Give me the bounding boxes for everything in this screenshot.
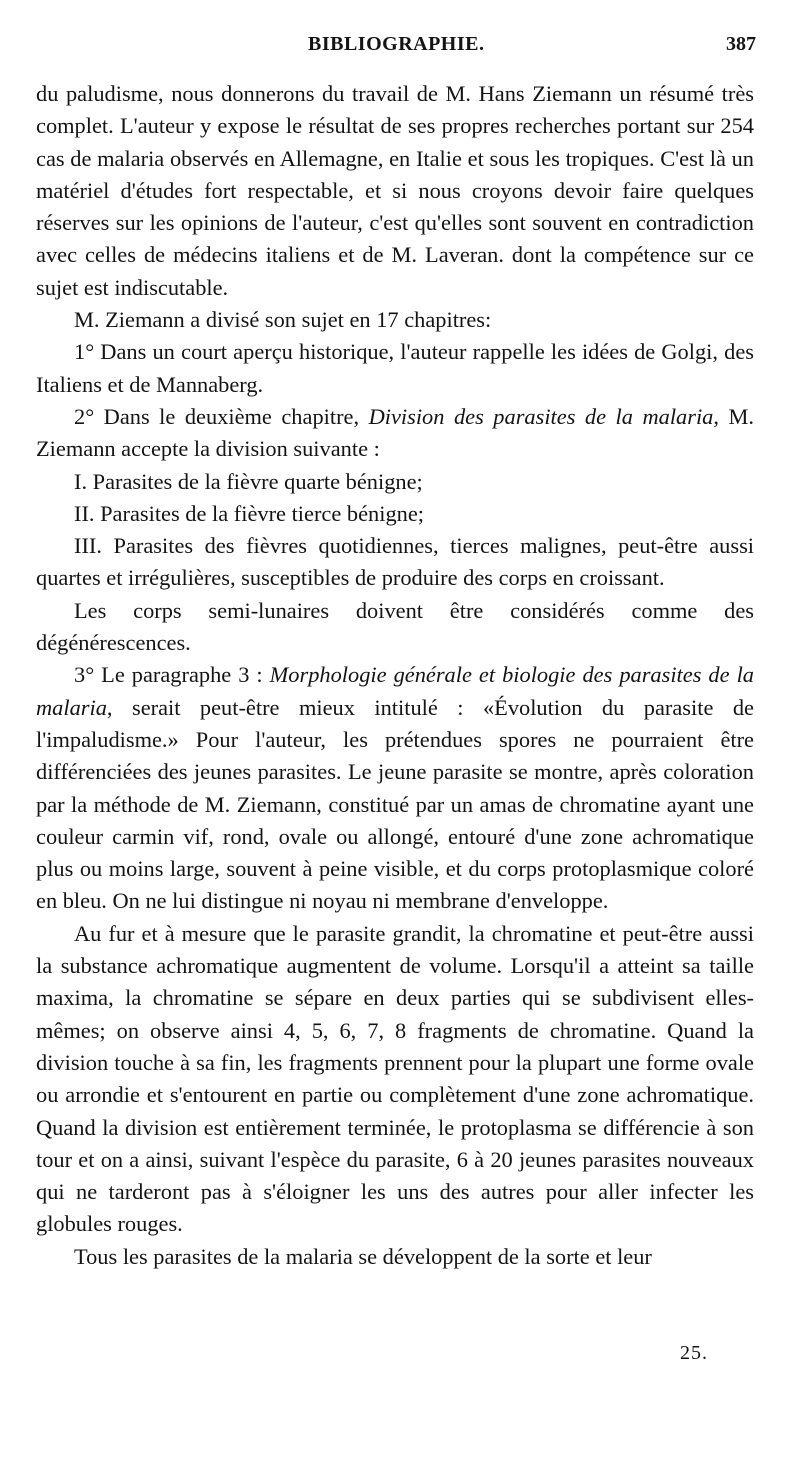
- paragraph-continuation: du paludisme, nous donnerons du travail de M. Hans Ziemann un résumé très complet. L'auteur y expose le résultat de ses propres recherches portant sur 254 cas de malaria observés en Allemagne, en Italie et sous les tropiques. C'est là un matériel d'études fort respectable, et si nous croyons devoir faire quelques réserves sur les opinions de l'auteur, c'est qu'elles sont souvent en contradiction avec celles de médecins italiens et de M. Laveran. dont la compétence sur ce sujet est indiscutable.: [36, 81, 754, 300]
- list-item-iii: III. Parasites des fièvres quotidiennes, tierces malignes, peut-être aussi quartes et irrégulières, susceptibles de produire des corps en croissant.: [36, 533, 754, 591]
- paragraph-chapters-intro: M. Ziemann a divisé son sujet en 17 chapitres:: [74, 307, 492, 333]
- paragraph-semi-lunar-bodies: Les corps semi-lunaires doivent être considérés comme des dégénérescences.: [36, 597, 754, 656]
- paragraph-chapter-1: 1° Dans un court aperçu historique, l'auteur rappelle les idées de Golgi, des Italiens et de Mannaberg.: [36, 339, 754, 397]
- chapter-3-rest: , serait peut-être mieux intitulé : «Évolution du parasite de l'impaludisme.» Pour l'auteur, les prétendues spores ne pourraient être différenciées des jeunes parasites. Le jeune parasite se montre, après coloration par la méthode de M. Ziemann, constitué par un amas de chromatine ayant une couleur carmin vif, rond, ovale ou allongé, entouré d'une zone achromatique plus ou moins large, souvent à peine visible, et du corps protoplasmique coloré en bleu. On ne lui distingue ni noyau ni membrane d'enveloppe.: [36, 694, 754, 914]
- chapter-3-lead: 3° Le paragraphe 3 :: [74, 662, 270, 688]
- paragraph-growth: Au fur et à mesure que le parasite grandit, la chromatine et peut-être aussi la substance achromatique augmentent de volume. Lorsqu'il a atteint sa taille maxima, la chromatine se sépare en deux parties qui se subdivisent elles-mêmes; on observe ainsi 4, 5, 6, 7, 8 fragments de chromatine. Quand la division touche à sa fin, les fragments prennent pour la plupart une forme ovale ou arrondie et s'entourent en partie ou complètement d'une zone achromatique. Quand la division est entièrement terminée, le protoplasma se différencie à son tour et on a ainsi, suivant l'espèce du parasite, 6 à 20 jeunes parasites nouveaux qui ne tarderont pas à s'éloigner les uns des autres pour aller infecter les globules rouges.: [36, 920, 754, 1237]
- page-number: 387: [726, 33, 756, 55]
- paragraph-chapter-2: [36, 401, 754, 466]
- list-item-ii: II. Parasites de la fièvre tierce bénigne;: [74, 500, 424, 526]
- chapter-2-rest: , M. Ziemann accepte la division suivante :: [36, 403, 754, 462]
- page-footer: [36, 1342, 754, 1372]
- paragraph-development: Tous les parasites de la malaria se développent de la sorte et leur: [74, 1243, 652, 1269]
- body-text: [36, 78, 754, 1273]
- list-item-i: I. Parasites de la fièvre quarte bénigne;: [74, 468, 423, 494]
- running-title: BIBLIOGRAPHIE.: [308, 33, 485, 55]
- chapter-2-lead: 2° Dans le deuxième chapitre,: [74, 403, 369, 429]
- paragraph-chapter-3: [36, 659, 754, 917]
- chapter-3-title: Morphologie générale et biologie des parasites de la malaria: [36, 662, 754, 720]
- page-header: [36, 33, 756, 63]
- signature-mark: 25.: [680, 1342, 708, 1364]
- chapter-2-title: Division des parasites de la malaria: [368, 403, 714, 429]
